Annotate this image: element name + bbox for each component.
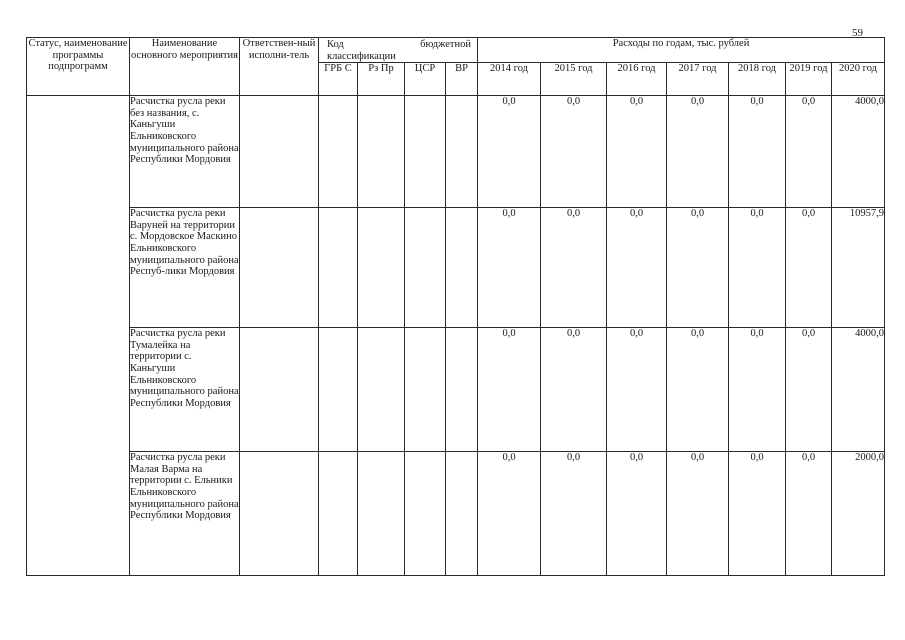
table-row: [27, 96, 885, 208]
header-code-word2: бюджетной: [420, 39, 472, 50]
header-year-2020: 2020 год: [832, 63, 885, 96]
grbs-cell: [319, 96, 358, 208]
value-2016: 0,0: [607, 96, 667, 208]
header-year-2018: 2018 год: [729, 63, 786, 96]
csr-cell: [405, 208, 446, 328]
value-2018: 0,0: [729, 452, 786, 576]
header-code-word3: классификации: [327, 50, 396, 62]
executor-cell: [240, 328, 319, 452]
event-name-cell: Расчистка русла реки Малая Варма на территории с. Ельники Ельниковского муниципального района Республики Мордовия: [130, 452, 240, 576]
header-year-2014: 2014 год: [478, 63, 541, 96]
header-year-2016: 2016 год: [607, 63, 667, 96]
value-2019: 0,0: [786, 208, 832, 328]
value-2014: 0,0: [478, 328, 541, 452]
vr-cell: [446, 208, 478, 328]
executor-cell: [240, 96, 319, 208]
value-2018: 0,0: [729, 208, 786, 328]
header-status: Статус, наименование программы подпрограмм: [27, 38, 130, 96]
header-event-name: Наименование основного мероприятия: [130, 38, 240, 96]
value-2020: 2000,0: [832, 452, 885, 576]
executor-cell: [240, 208, 319, 328]
vr-cell: [446, 328, 478, 452]
value-2017: 0,0: [667, 96, 729, 208]
header-code-word1: Код: [327, 39, 344, 50]
value-2020: 10957,9: [832, 208, 885, 328]
grbs-cell: [319, 452, 358, 576]
value-2014: 0,0: [478, 452, 541, 576]
value-2020: 4000,0: [832, 96, 885, 208]
csr-cell: [405, 96, 446, 208]
header-csr: ЦСР: [405, 63, 446, 96]
csr-cell: [405, 452, 446, 576]
vr-cell: [446, 452, 478, 576]
value-2020: 4000,0: [832, 328, 885, 452]
value-2016: 0,0: [607, 208, 667, 328]
rzpr-cell: [358, 452, 405, 576]
header-rzpr: Рз Пр: [358, 63, 405, 96]
value-2017: 0,0: [667, 328, 729, 452]
csr-cell: [405, 328, 446, 452]
rzpr-cell: [358, 96, 405, 208]
value-2015: 0,0: [541, 452, 607, 576]
header-year-2017: 2017 год: [667, 63, 729, 96]
event-name-cell: Расчистка русла реки Варуней на территории с. Мордовское Маскино Ельниковского муниципального района Респуб-лики Мордовия: [130, 208, 240, 328]
header-expenses: Расходы по годам, тыс. рублей: [478, 38, 885, 63]
header-year-2019: 2019 год: [786, 63, 832, 96]
value-2017: 0,0: [667, 208, 729, 328]
header-vr: ВР: [446, 63, 478, 96]
event-name-cell: Расчистка русла реки без названия, с. Каньгуши Ельниковского муниципального района Республики Мордовия: [130, 96, 240, 208]
budget-table: [26, 37, 885, 576]
header-executor: Ответствен-ный исполни-тель: [240, 38, 319, 96]
value-2019: 0,0: [786, 96, 832, 208]
value-2014: 0,0: [478, 208, 541, 328]
table-row: [27, 208, 885, 328]
vr-cell: [446, 96, 478, 208]
value-2015: 0,0: [541, 96, 607, 208]
rzpr-cell: [358, 328, 405, 452]
value-2016: 0,0: [607, 452, 667, 576]
rzpr-cell: [358, 208, 405, 328]
table-row: [27, 452, 885, 576]
grbs-cell: [319, 208, 358, 328]
value-2019: 0,0: [786, 452, 832, 576]
event-name-cell: Расчистка русла реки Тумалейка на территории с. Каньгуши Ельниковского муниципального района Республики Мордовия: [130, 328, 240, 452]
value-2017: 0,0: [667, 452, 729, 576]
executor-cell: [240, 452, 319, 576]
value-2015: 0,0: [541, 208, 607, 328]
value-2018: 0,0: [729, 328, 786, 452]
grbs-cell: [319, 328, 358, 452]
value-2015: 0,0: [541, 328, 607, 452]
value-2016: 0,0: [607, 328, 667, 452]
value-2019: 0,0: [786, 328, 832, 452]
value-2018: 0,0: [729, 96, 786, 208]
header-grbs: ГРБ С: [319, 63, 358, 96]
header-year-2015: 2015 год: [541, 63, 607, 96]
status-cell: [27, 96, 130, 576]
page-number: 59: [852, 27, 863, 39]
value-2014: 0,0: [478, 96, 541, 208]
header-budget-code: [319, 38, 478, 63]
table-row: [27, 328, 885, 452]
